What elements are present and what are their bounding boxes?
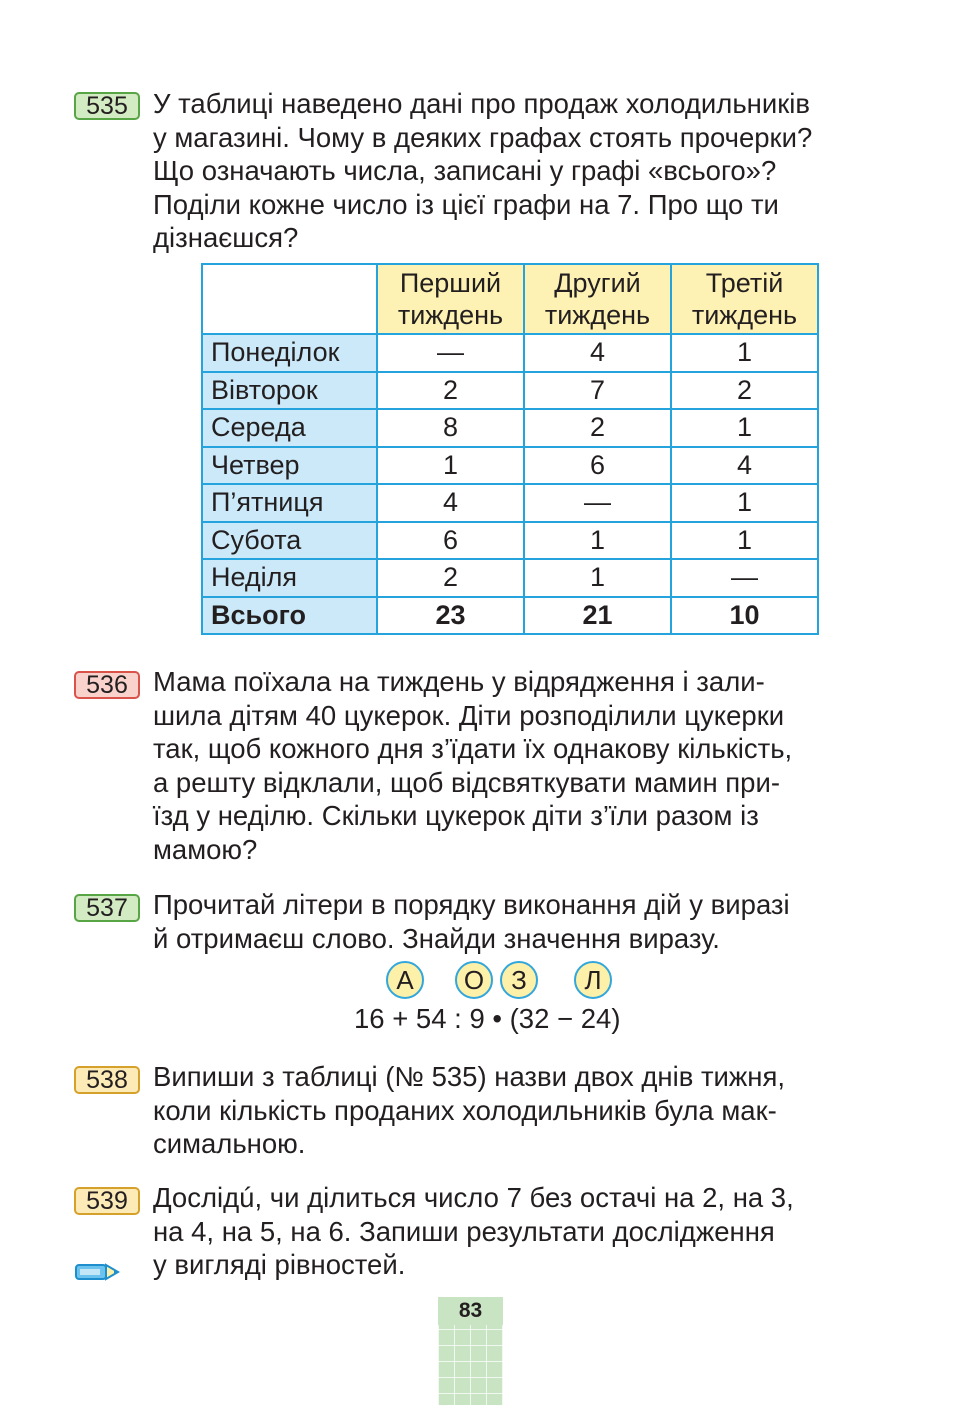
task-536-text: [153, 665, 867, 866]
value-cell: 7: [524, 372, 671, 410]
text-line: й отримаєш слово. Знайди значення виразу.: [153, 922, 720, 954]
table-row: [202, 484, 818, 522]
page-number-box: [438, 1297, 503, 1405]
task-number-536: 536: [74, 671, 140, 699]
sales-table: [201, 263, 819, 635]
task-number-537: 537: [74, 894, 140, 922]
task-535-text: [153, 87, 867, 255]
value-cell: 4: [524, 334, 671, 372]
table-row: [202, 334, 818, 372]
text-line: У таблиці наведено дані про продаж холодильників: [153, 88, 810, 119]
text-line: їзд у неділю. Скільки цукерок діти з’їли разом із: [153, 800, 759, 831]
letter-circles: [0, 961, 963, 1001]
letter-circle-o: О: [455, 961, 493, 999]
text-line: Дослідú, чи ділиться число 7 без остачі на 2, на 3,: [153, 1182, 794, 1213]
letter-circle-l: Л: [574, 961, 612, 999]
letter-circle-a: А: [386, 961, 424, 999]
value-cell: 1: [671, 522, 818, 560]
header-week-2: Другий тиждень: [524, 264, 671, 334]
day-cell: П’ятниця: [202, 484, 377, 522]
task-538-text: [153, 1060, 867, 1161]
task-number-535: 535: [74, 92, 140, 120]
value-cell: 8: [377, 409, 524, 447]
text-line: на 4, на 5, на 6. Запиши результати дослідження: [153, 1215, 775, 1247]
text-line: Мама поїхала на тиждень у відрядження і зали-: [153, 666, 765, 697]
text-line: у магазині. Чому в деяких графах стоять прочерки?: [153, 121, 813, 153]
task-539-text: [153, 1181, 867, 1282]
total-value-cell: 23: [377, 597, 524, 635]
total-label-cell: Всього: [202, 597, 377, 635]
text-line: Випиши з таблиці (№ 535) назви двох днів тижня,: [153, 1061, 786, 1092]
day-cell: Четвер: [202, 447, 377, 485]
value-cell: —: [377, 334, 524, 372]
text-line: Поділи кожне число із цієї графи на 7. Про що ти: [153, 188, 779, 220]
math-expression: 16 + 54 : 9 • (32 − 24): [354, 1003, 621, 1034]
header-week-1: Перший тиждень: [377, 264, 524, 334]
day-cell: Субота: [202, 522, 377, 560]
text-line: шила дітям 40 цукерок. Діти розподілили цукерки: [153, 699, 785, 731]
value-cell: 1: [671, 334, 818, 372]
text-line: у вигляді рівностей.: [153, 1249, 406, 1280]
task-537-text: [153, 888, 867, 955]
day-cell: Неділя: [202, 559, 377, 597]
value-cell: 6: [377, 522, 524, 560]
task-number-538: 538: [74, 1066, 140, 1094]
value-cell: —: [671, 559, 818, 597]
day-cell: Середа: [202, 409, 377, 447]
text-line: симальною.: [153, 1128, 306, 1159]
text-line: мамою?: [153, 833, 258, 865]
value-cell: 2: [377, 372, 524, 410]
table-row: [202, 409, 818, 447]
value-cell: 4: [671, 447, 818, 485]
value-cell: 1: [377, 447, 524, 485]
value-cell: 6: [524, 447, 671, 485]
value-cell: 4: [377, 484, 524, 522]
letter-circle-z: З: [500, 961, 538, 999]
value-cell: 1: [524, 522, 671, 560]
value-cell: 1: [524, 559, 671, 597]
value-cell: 1: [671, 484, 818, 522]
value-cell: 2: [524, 409, 671, 447]
table-corner-cell: [202, 264, 377, 334]
table-row: [202, 447, 818, 485]
page-number: 83: [438, 1297, 503, 1325]
value-cell: 2: [377, 559, 524, 597]
text-line: Прочитай літери в порядку виконання дій у виразі: [153, 889, 790, 920]
day-cell: Вівторок: [202, 372, 377, 410]
pencil-icon: [74, 1260, 122, 1289]
table-row: [202, 559, 818, 597]
text-line: дізнаєшся?: [153, 222, 299, 253]
total-value-cell: 10: [671, 597, 818, 635]
text-line: коли кількість проданих холодильників була мак-: [153, 1094, 777, 1126]
day-cell: Понеділок: [202, 334, 377, 372]
total-value-cell: 21: [524, 597, 671, 635]
table-row: [202, 372, 818, 410]
header-week-3: Третій тиждень: [671, 264, 818, 334]
task-number-539: 539: [74, 1187, 140, 1215]
text-line: а решту відклали, щоб відсвяткувати мамин при-: [153, 766, 780, 798]
table-total-row: [202, 597, 818, 635]
table-row: [202, 522, 818, 560]
text-line: Що означають числа, записані у графі «всього»?: [153, 155, 777, 186]
value-cell: 1: [671, 409, 818, 447]
value-cell: —: [524, 484, 671, 522]
table-header-row: [202, 264, 818, 334]
text-line: так, щоб кожного дня з’їдати їх однакову кількість,: [153, 733, 793, 764]
value-cell: 2: [671, 372, 818, 410]
